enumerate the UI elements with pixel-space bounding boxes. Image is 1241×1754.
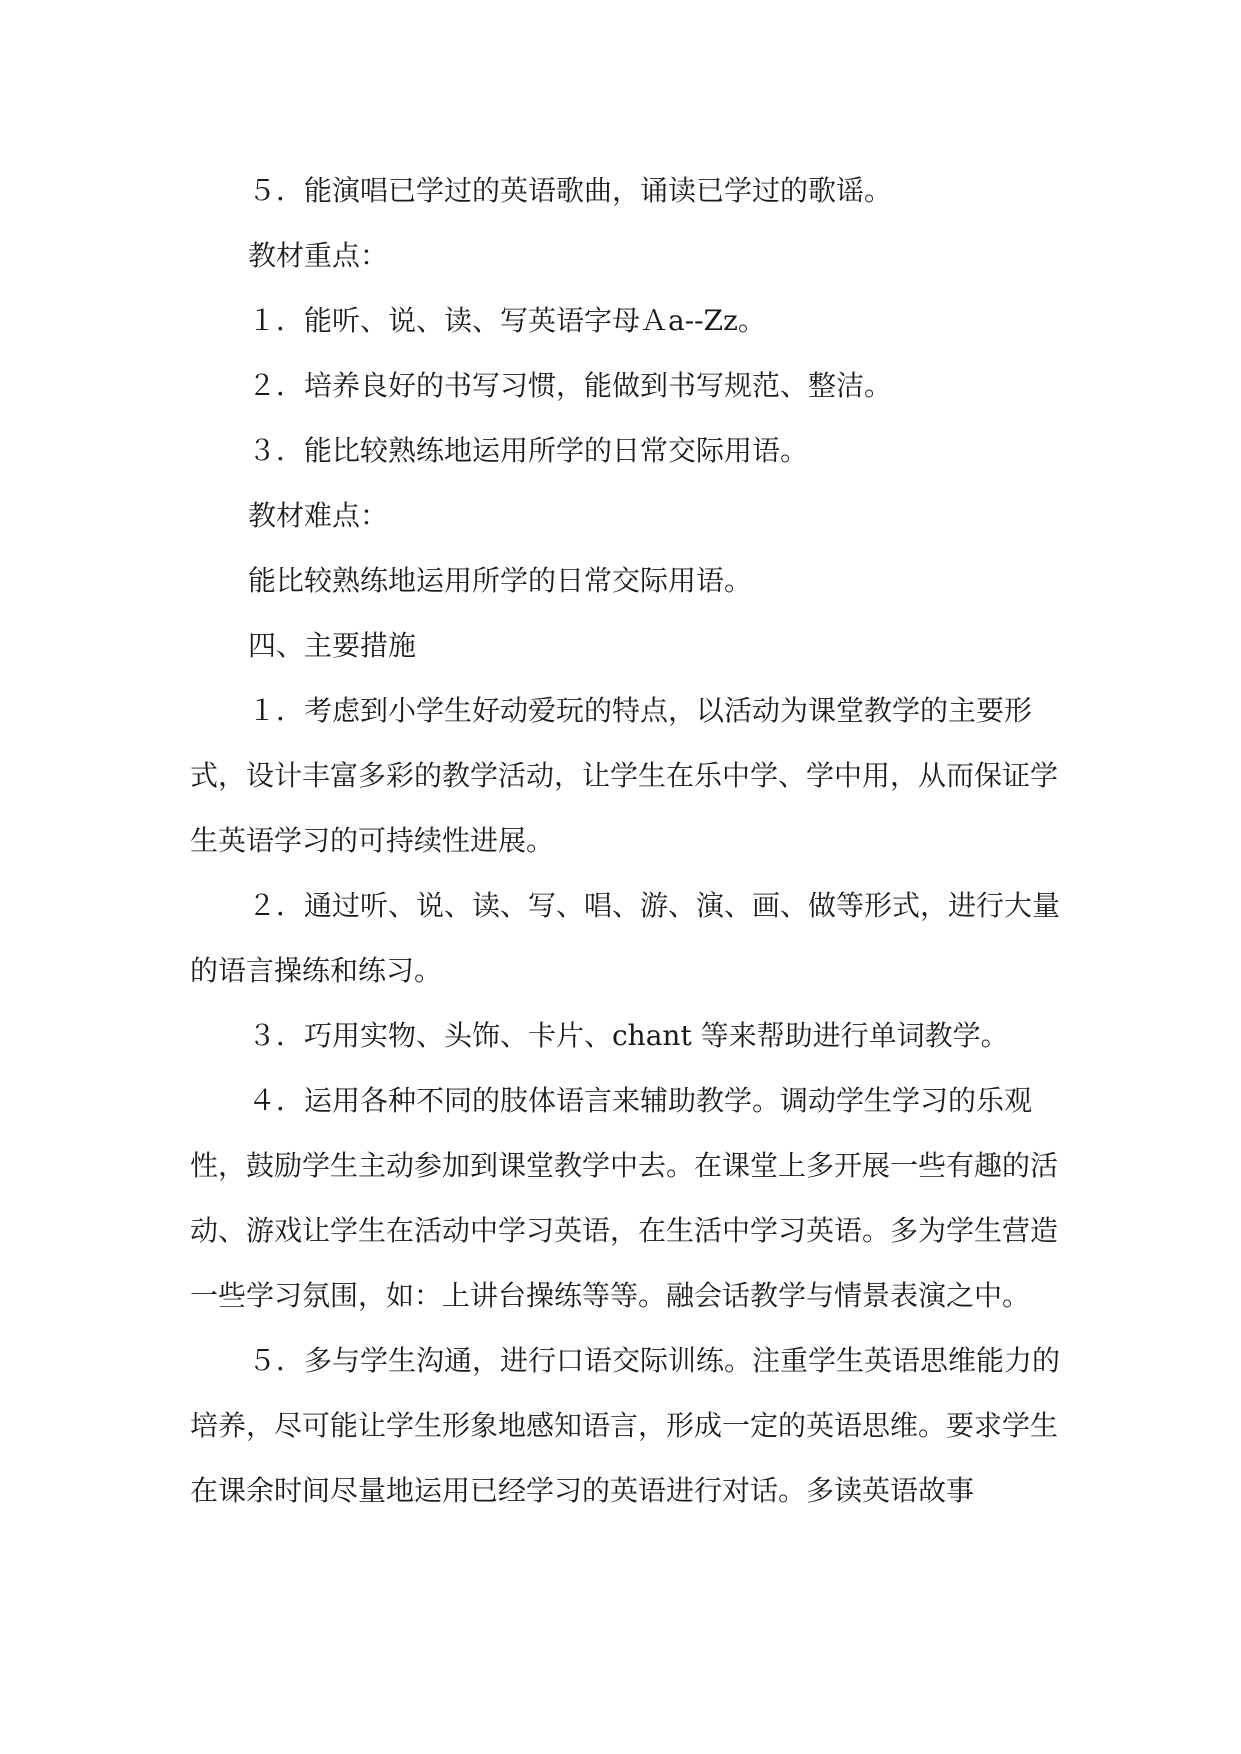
heading-measures: 四、主要措施: [248, 629, 417, 662]
paragraph-measure-1: １．考虑到小学生好动爱玩的特点，以活动为课堂教学的主要形式，设计丰富多彩的教学活动，让学生在乐中学、学中用，从而保证学生英语学习的可持续性进展。: [190, 694, 1059, 857]
paragraph-measure-4: ４．运用各种不同的肢体语言来辅助教学。调动学生学习的乐观性，鼓励学生主动参加到课堂教学中去。在课堂上多开展一些有趣的活动、游戏让学生在活动中学习英语，在生活中学习英语。多为学生营造一些学习氛围，如：上讲台操练等等。融会话教学与情景表演之中。: [190, 1084, 1059, 1312]
paragraph-difficulty-1: 能比较熟练地运用所学的日常交际用语。: [248, 564, 753, 597]
paragraph-key-3: ３．能比较熟练地运用所学的日常交际用语。: [248, 434, 809, 467]
paragraph-item-5-songs: ５．能演唱已学过的英语歌曲，诵读已学过的歌谣。: [248, 174, 893, 207]
document-body: [190, 158, 1060, 1523]
paragraph-measure-3: ３．巧用实物、头饰、卡片、chant 等来帮助进行单词教学。: [248, 1019, 1009, 1052]
heading-key-points: 教材重点：: [248, 239, 389, 272]
paragraph-key-2: ２．培养良好的书写习惯，能做到书写规范、整洁。: [248, 369, 893, 402]
heading-difficulties: 教材难点：: [248, 499, 389, 532]
paragraph-key-1: １．能听、说、读、写英语字母Ａa--Zz。: [248, 304, 766, 337]
paragraph-measure-5: ５．多与学生沟通，进行口语交际训练。注重学生英语思维能力的培养，尽可能让学生形象地感知语言，形成一定的英语思维。要求学生在课余时间尽量地运用已经学习的英语进行对话。多读英语故事: [190, 1344, 1061, 1507]
paragraph-measure-2: ２．通过听、说、读、写、唱、游、演、画、做等形式，进行大量的语言操练和练习。: [190, 889, 1061, 987]
